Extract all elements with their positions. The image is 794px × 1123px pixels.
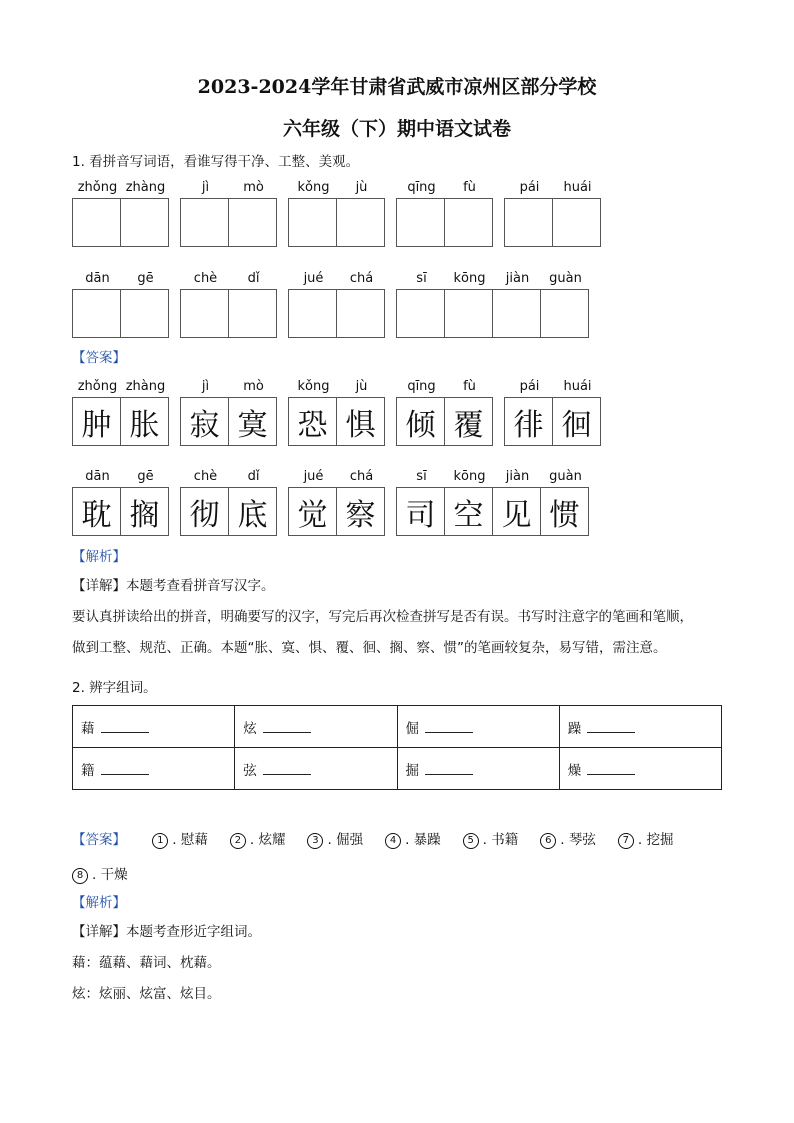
pinyin-label: dǐ: [247, 271, 260, 286]
answer-character: 倾: [405, 407, 436, 443]
word-group: [288, 379, 385, 446]
answer-character: 肿: [81, 407, 112, 443]
pinyin-label: dǐ: [247, 469, 260, 484]
answer-character: 察: [345, 497, 376, 533]
pinyin-label: zhàng: [125, 180, 166, 195]
pinyin-label: sī: [416, 469, 427, 484]
answer-text: 挖掘: [646, 832, 674, 848]
writing-cell: [540, 271, 589, 338]
question-1-prompt: 1. 看拼音写词语，看谁写得干净、工整、美观。: [72, 154, 360, 170]
answer-cell: [228, 469, 277, 536]
circled-number: 7: [618, 833, 634, 849]
word-group: [180, 379, 277, 446]
answer-blank: [587, 762, 635, 775]
pinyin-label: fù: [463, 379, 476, 394]
answer-cell: [180, 379, 229, 446]
analysis-tag-q2: 【解析】: [72, 895, 126, 911]
answer-character: 覆: [453, 407, 484, 443]
answer-text: 炫耀: [258, 832, 286, 848]
writing-cell: [288, 180, 337, 247]
answer-item: 7 . 挖掘: [618, 828, 674, 849]
word-group: [72, 180, 169, 247]
answer-character: 徘: [513, 407, 544, 443]
pinyin-label: jué: [303, 271, 324, 286]
answers-q2: [72, 828, 722, 884]
exam-title-line-1: 2023-2024学年甘肃省武威市凉州区部分学校: [197, 76, 597, 98]
pinyin-label: gē: [137, 469, 154, 484]
word-group: [288, 469, 385, 536]
writing-cell: [180, 271, 229, 338]
pinyin-label: fù: [463, 180, 476, 195]
answer-cell: [396, 379, 445, 446]
pinyin-label: qīng: [407, 379, 436, 394]
answer-text: 书籍: [491, 832, 519, 848]
table-cell: 藉: [73, 706, 235, 748]
writing-cell: [504, 180, 553, 247]
pinyin-label: jì: [201, 180, 210, 195]
pinyin-label: jù: [355, 379, 368, 394]
answer-text: 倔强: [336, 832, 364, 848]
answer-blank: [263, 762, 311, 775]
answer-character: 搁: [129, 497, 160, 533]
writing-cell: [120, 271, 169, 338]
answer-character: 空: [453, 497, 484, 533]
answer-text: 慰藉: [180, 832, 208, 848]
answer-blank: [425, 762, 473, 775]
circled-number: 4: [385, 833, 401, 849]
answer-tag-q2: 【答案】: [72, 832, 126, 848]
answer-character: 觉: [297, 497, 328, 533]
writing-cell: [336, 180, 385, 247]
pinyin-label: pái: [519, 379, 540, 394]
writing-cell: [228, 271, 277, 338]
answer-item: 1 . 慰藉: [152, 828, 208, 849]
word-group: [396, 271, 589, 338]
pinyin-label: dān: [85, 271, 110, 286]
answer-character: 底: [237, 497, 268, 533]
word-group: [72, 379, 169, 446]
answer-blank: [425, 720, 473, 733]
writing-cell: [288, 271, 337, 338]
answer-text: 干燥: [100, 867, 128, 883]
answer-cell: [504, 379, 553, 446]
pinyin-label: chè: [193, 271, 218, 286]
answer-blank: [263, 720, 311, 733]
pinyin-label: mò: [243, 379, 264, 394]
circled-number: 8: [72, 868, 88, 884]
explanation-line-1: 要认真拼读给出的拼音，明确要写的汉字，写完后再次检查拼写是否有误。书写时注意字的笔画和笔顺，: [72, 609, 693, 625]
answer-cell: [120, 469, 169, 536]
pinyin-label: chá: [349, 271, 374, 286]
pinyin-label: chè: [193, 469, 218, 484]
answer-character: 徊: [561, 407, 592, 443]
circled-number: 3: [307, 833, 323, 849]
writing-cell: [228, 180, 277, 247]
table-cell: 籍: [73, 748, 235, 790]
question-2-prompt: 2. 辨字组词。: [72, 680, 157, 696]
answer-cell: [336, 469, 385, 536]
pinyin-label: kǒng: [297, 379, 330, 394]
pinyin-label: zhǒng: [77, 180, 118, 195]
answer-item: 4 . 暴躁: [385, 828, 441, 849]
analysis-line-1: 藉：蕴藉、藉词、枕藉。: [72, 955, 221, 971]
answer-character: 耽: [81, 497, 112, 533]
pinyin-label: jù: [355, 180, 368, 195]
answer-character: 见: [501, 497, 532, 533]
answer-character: 恐: [297, 407, 328, 443]
writing-cell: [72, 271, 121, 338]
answer-item: 2 . 炫耀: [230, 828, 286, 849]
writing-cell: [492, 271, 541, 338]
answer-cell: [180, 469, 229, 536]
word-group: [396, 469, 589, 536]
answer-text: 琴弦: [568, 832, 596, 848]
analysis-tag-q1: 【解析】: [72, 549, 126, 565]
word-group: [72, 469, 169, 536]
table-cell: 弦: [235, 748, 397, 790]
writing-cell: [180, 180, 229, 247]
answer-character: 寂: [189, 407, 220, 443]
pinyin-label: kōng: [453, 271, 486, 286]
table-cell: 炫: [235, 706, 397, 748]
pinyin-label: huái: [563, 379, 592, 394]
word-group: [180, 180, 277, 247]
pinyin-label: guàn: [549, 469, 582, 484]
answer-character: 胀: [129, 407, 160, 443]
answer-cell: [492, 469, 541, 536]
word-group: [504, 379, 601, 446]
pinyin-label: jiàn: [505, 271, 530, 286]
circled-number: 1: [152, 833, 168, 849]
word-building-table: [72, 705, 722, 790]
writing-cell: [336, 271, 385, 338]
word-group: [288, 180, 385, 247]
circled-number: 2: [230, 833, 246, 849]
writing-cell: [396, 271, 445, 338]
answer-cell: [540, 469, 589, 536]
table-row: [73, 748, 722, 790]
pinyin-label: huái: [563, 180, 592, 195]
pinyin-label: jiàn: [505, 469, 530, 484]
pinyin-label: kōng: [453, 469, 486, 484]
writing-cell: [396, 180, 445, 247]
answer-item: 6 . 琴弦: [540, 828, 596, 849]
answer-cell: [288, 379, 337, 446]
pinyin-label: zhǒng: [77, 379, 118, 394]
pinyin-label: chá: [349, 469, 374, 484]
answer-character: 惯: [549, 497, 580, 533]
answer-cell: [120, 379, 169, 446]
pinyin-label: dān: [85, 469, 110, 484]
pinyin-label: zhàng: [125, 379, 166, 394]
explanation-line-2: 做到工整、规范、正确。本题“胀、寞、惧、覆、徊、搁、察、惯”的笔画较复杂，易写错，需注意。: [72, 640, 667, 656]
answer-cell: [228, 379, 277, 446]
word-group: [504, 180, 601, 247]
writing-cell: [120, 180, 169, 247]
exam-title-line-2: 六年级（下）期中语文试卷: [282, 118, 511, 140]
table-cell: 倔: [397, 706, 559, 748]
answer-character: 彻: [189, 497, 220, 533]
answer-cell: [552, 379, 601, 446]
answer-blank: [101, 720, 149, 733]
word-group: [180, 271, 277, 338]
table-row: [73, 706, 722, 748]
answer-blank: [101, 762, 149, 775]
pinyin-label: gē: [137, 271, 154, 286]
answer-item: 3 . 倔强: [307, 828, 363, 849]
detail-q2: 【详解】本题考查形近字组词。: [72, 924, 261, 940]
writing-cell: [444, 271, 493, 338]
word-group: [396, 379, 493, 446]
writing-cell: [444, 180, 493, 247]
answer-cell: [288, 469, 337, 536]
answer-character: 司: [405, 497, 436, 533]
table-cell: 燥: [559, 748, 721, 790]
pinyin-label: mò: [243, 180, 264, 195]
pinyin-label: sī: [416, 271, 427, 286]
pinyin-label: kǒng: [297, 180, 330, 195]
answer-cell: [72, 469, 121, 536]
writing-cell: [72, 180, 121, 247]
pinyin-label: guàn: [549, 271, 582, 286]
pinyin-label: jué: [303, 469, 324, 484]
analysis-line-2: 炫：炫丽、炫富、炫目。: [72, 986, 221, 1002]
word-group: [180, 469, 277, 536]
answer-blank: [587, 720, 635, 733]
detail-q1: 【详解】本题考查看拼音写汉字。: [72, 578, 275, 594]
answer-item: 5 . 书籍: [463, 828, 519, 849]
answer-cell: [396, 469, 445, 536]
table-cell: 躁: [559, 706, 721, 748]
answer-cell: [336, 379, 385, 446]
word-group: [72, 271, 169, 338]
word-group: [288, 271, 385, 338]
pinyin-label: jì: [201, 379, 210, 394]
table-cell: 掘: [397, 748, 559, 790]
circled-number: 6: [540, 833, 556, 849]
answer-cell: [444, 469, 493, 536]
pinyin-label: pái: [519, 180, 540, 195]
word-group: [396, 180, 493, 247]
writing-cell: [552, 180, 601, 247]
answer-cell: [444, 379, 493, 446]
answer-item: 8 . 干燥: [72, 863, 722, 884]
circled-number: 5: [463, 833, 479, 849]
answer-text: 暴躁: [413, 832, 441, 848]
answer-character: 惧: [345, 407, 376, 443]
pinyin-label: qīng: [407, 180, 436, 195]
answer-cell: [72, 379, 121, 446]
answer-character: 寞: [237, 407, 268, 443]
answer-tag-q1: 【答案】: [72, 350, 126, 366]
